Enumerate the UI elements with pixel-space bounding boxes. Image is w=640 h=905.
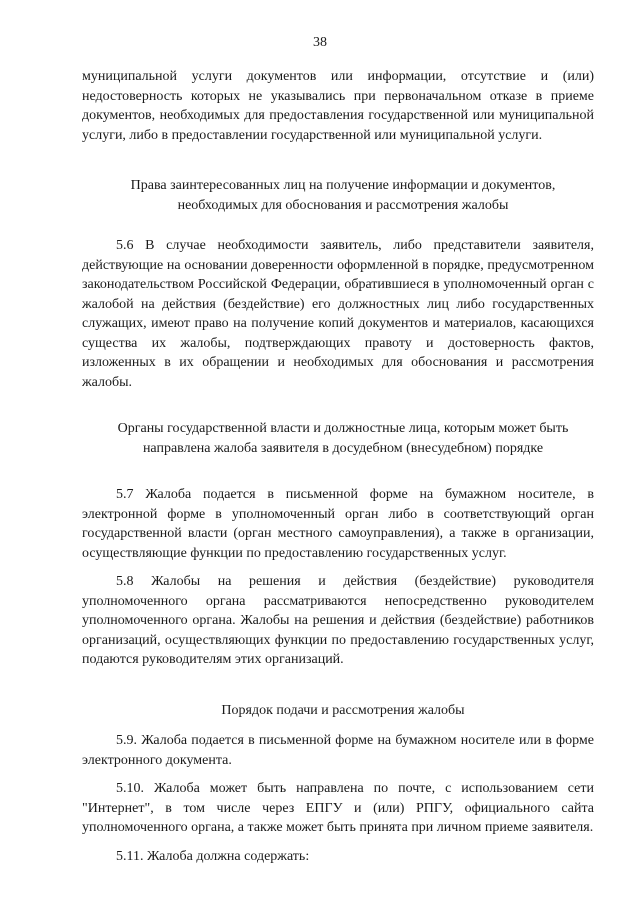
paragraph-5-7: 5.7 Жалоба подается в письменной форме на бумажном носителе, в электронной форме в уполномоченный орган либо в соответствующий орган государственной власти (орган местного самоуправления), а также в организации, осуществляющие функции по предоставлению государственных услуг. xyxy=(82,487,594,561)
heading-rights-line-1: Права заинтересованных лиц на получение информации и документов, xyxy=(130,178,556,193)
heading-bodies-line-2: направлена жалоба заявителя в досудебном (внесудебном) порядке xyxy=(142,440,544,456)
paragraph-continuation: муниципальной услуги документов или информации, отсутствие и (или) недостоверность которых не указывались при первоначальном отказе в приеме документов, необходимых для предоставления государственной или муниципальной услуги, либо в предоставлении государственной или муниципальной услуги. xyxy=(82,69,594,143)
heading-rights xyxy=(82,176,594,215)
heading-rights-line-2: необходимых для обоснования и рассмотрения жалобы xyxy=(177,197,509,213)
heading-order: Порядок подачи и рассмотрения жалобы xyxy=(221,702,465,718)
page-number: 38 xyxy=(313,35,327,50)
heading-bodies xyxy=(82,419,594,458)
document-body xyxy=(82,67,594,866)
heading-bodies-line-1: Органы государственной власти и должностные лица, которым может быть xyxy=(117,421,569,436)
paragraph-5-10: 5.10. Жалоба может быть направлена по почте, с использованием сети "Интернет", в том числе через ЕПГУ и (или) РПГУ, официального сайта уполномоченного органа, а также может быть принята при личном приеме заявителя. xyxy=(82,781,594,835)
paragraph-5-8: 5.8 Жалобы на решения и действия (бездействие) руководителя уполномоченного органа рассматриваются непосредственно руководителем уполномоченного органа. Жалобы на решения и действия (бездействие) работников организаций, осуществляющих функции по предоставлению государственных услуг, подаются руководителям этих организаций. xyxy=(82,574,594,667)
paragraph-5-9: 5.9. Жалоба подается в письменной форме на бумажном носителе или в форме электронного документа. xyxy=(82,733,594,768)
paragraph-5-11: 5.11. Жалоба должна содержать: xyxy=(116,848,310,864)
paragraph-5-6: 5.6 В случае необходимости заявитель, либо представители заявителя, действующие на основании доверенности оформленной в порядке, предусмотренном законодательством Российской Федерации, обратившиеся в уполномоченный орган с жалобой на действия (бездействие) его должностных лиц либо государственных служащих, имеют право на получение копий документов и материалов, касающихся существа их жалобы, подтверждающих правоту и достоверность фактов, изложенных в их обращении и необходимых для обоснования и рассмотрения жалобы. xyxy=(82,238,594,390)
